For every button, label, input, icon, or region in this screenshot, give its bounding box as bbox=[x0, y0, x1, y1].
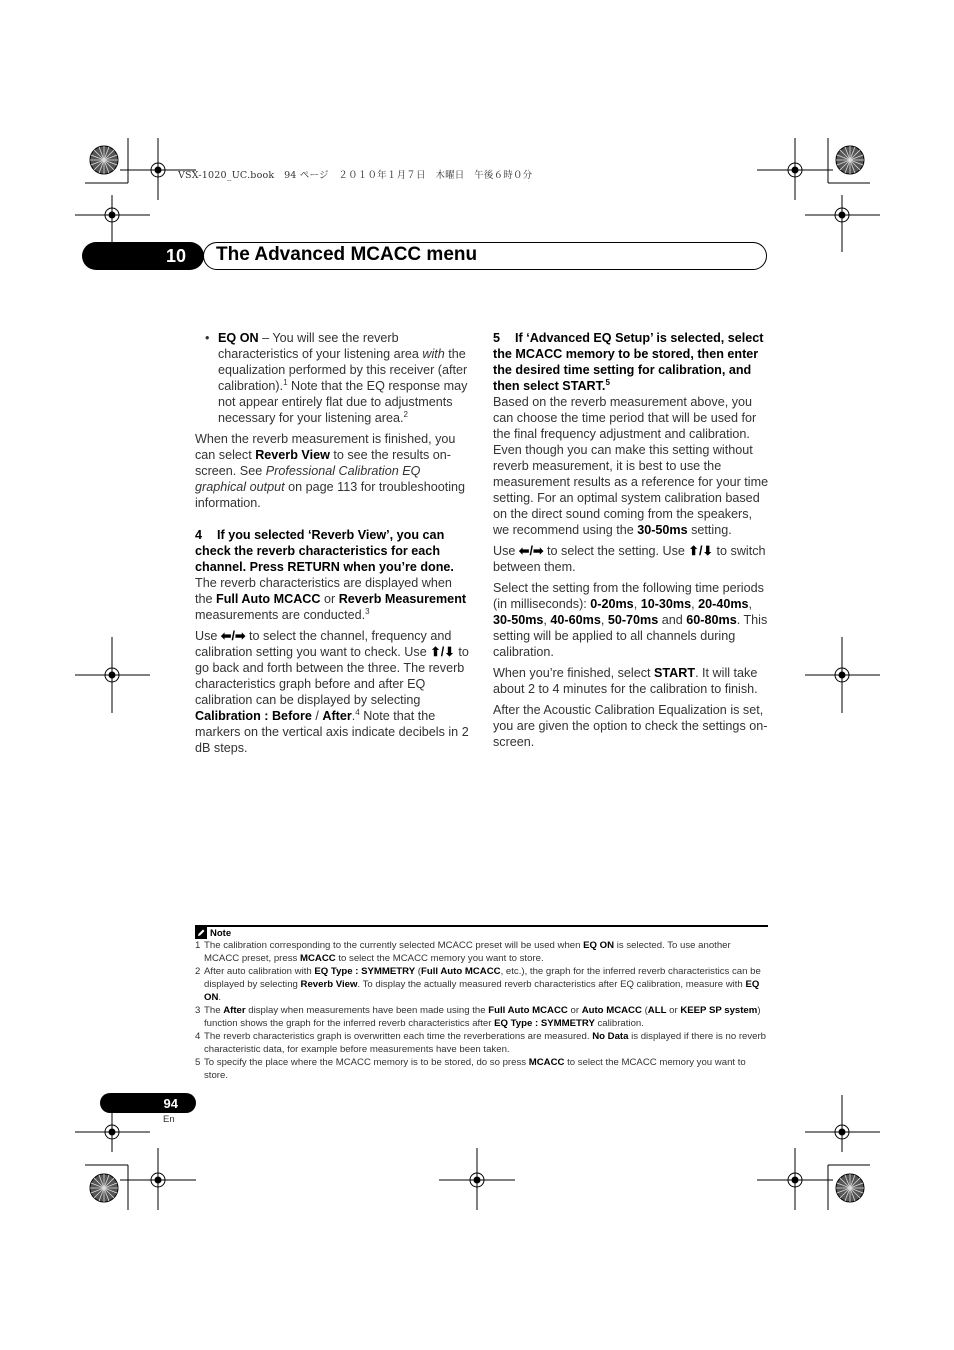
arrow-up-down-icon: ⬆/⬇ bbox=[430, 645, 455, 659]
footnote-5: 5 To specify the place where the MCACC memory is to be stored, do so press MCACC to select the MCACC memory you want to store. bbox=[195, 1057, 746, 1081]
paragraph-start: When you’re finished, select START. It will take about 2 to 4 minutes for the calibration to finish. bbox=[493, 666, 758, 696]
page-number: 94 bbox=[100, 1093, 196, 1113]
right-column bbox=[493, 330, 769, 755]
chapter-number: 10 bbox=[82, 242, 204, 270]
footnotes bbox=[195, 939, 768, 1082]
notes-divider bbox=[195, 925, 768, 927]
arrow-left-right-icon: ⬅/➡ bbox=[518, 544, 544, 558]
cross-reference-link: Professional Calibration EQ graphical output bbox=[195, 464, 421, 494]
footnote-2: 2 After auto calibration with EQ Type : SYMMETRY (Full Auto MCACC, etc.), the graph for the inferred reverb characteristics can be displayed by selecting Reverb View. To display the actually measured reverb characteristics after EQ calibration, measure with EQ ON. bbox=[195, 966, 761, 1003]
footnote-ref: 1 bbox=[283, 377, 288, 387]
footnote-ref: 5 bbox=[605, 377, 610, 387]
bullet-eq-on: • EQ ON – You will see the reverb characteristics of your listening area with the equalization performed by this receiver (after calibration).$^1$ Note that the EQ response may not appear entirely flat due to adjustments necessary for your listening area.$^2$ bbox=[205, 331, 468, 425]
paragraph-time-period: Based on the reverb measurement above, you can choose the time period that will be used for the final frequency adjustment and calibration. Even though you can make this setting without reverb measurement, it is best to use the measurement results as a reference for your time setting. For an optimal system calibration based on the direct sound coming from the speakers, we recommend using the 30-50ms setting. bbox=[493, 395, 769, 537]
arrow-left-right-icon: ⬅/➡ bbox=[220, 629, 246, 643]
footnote-ref: 4 bbox=[355, 707, 360, 717]
paragraph-reverb-view: When the reverb measurement is finished, you can select Reverb View to see the results on-screen. See Professional Calibration EQ graphical output on page 113 for troubleshooting information. bbox=[195, 432, 466, 510]
step-5-heading: 5 If ‘Advanced EQ Setup’ is selected, select the MCACC memory to be stored, then enter the desired time setting for calibration, and then select START.$^5$ bbox=[493, 331, 764, 393]
print-header: VSX-1020_UC.book 94 ページ ２０１０年１月７日 木曜日 午後６時０分 bbox=[178, 170, 533, 181]
note-pencil-icon bbox=[195, 927, 207, 939]
chapter-title: The Advanced MCACC menu bbox=[216, 244, 478, 265]
arrow-up-down-icon: ⬆/⬇ bbox=[688, 544, 714, 558]
paragraph-navigation: Use ⬅/➡ to select the channel, frequency and calibration setting you want to check. Use ⬆/⬇ to go back and forth between the three. The reverb characteristics graph before and after EQ calibration can be displayed by selecting Calibration : Before / After.$^4$ Note that the markers on the vertical axis indicate decibels in 2 dB steps. bbox=[195, 629, 469, 755]
footnote-4: 4 The reverb characteristics graph is overwritten each time the reverberations are measured. No Data is displayed if there is no reverb characteristic data, for example before measurements have been taken. bbox=[195, 1031, 767, 1055]
paragraph-time-options: Select the setting from the following time periods (in milliseconds): 0-20ms, 10-30ms, 20-40ms, 30-50ms, 40-60ms, 50-70ms and 60-80ms. This setting will be applied to all channels during calibration. bbox=[493, 581, 768, 659]
page-language: En bbox=[163, 1114, 175, 1125]
footnote-ref: 2 bbox=[403, 409, 408, 419]
footnote-3: 3 The After display when measurements have been made using the Full Auto MCACC or Auto MCACC (ALL or KEEP SP system) function shows the graph for the inferred reverb characteristics after EQ Type : SYMMETRY calibration. bbox=[195, 1005, 761, 1029]
notes-heading: Note bbox=[195, 927, 231, 939]
paragraph-after-calibration: After the Acoustic Calibration Equalization is set, you are given the option to check the settings on-screen. bbox=[493, 703, 768, 749]
eq-on-label: EQ ON bbox=[218, 331, 259, 345]
left-column bbox=[195, 330, 470, 761]
paragraph-reverb-characteristics: The reverb characteristics are displayed when the Full Auto MCACC or Reverb Measurement measurements are conducted.$^3$ bbox=[195, 576, 467, 622]
footnote-ref: 3 bbox=[365, 606, 370, 616]
step-4-heading: 4 If you selected ‘Reverb View’, you can check the reverb characteristics for each channel. Press RETURN when you’re done. bbox=[195, 528, 454, 574]
footnote-1: 1 The calibration corresponding to the currently selected MCACC preset will be used when EQ ON is selected. To use another MCACC preset, press MCACC to select the MCACC memory you want to store. bbox=[195, 940, 731, 964]
paragraph-select-setting: Use ⬅/➡ to select the setting. Use ⬆/⬇ to switch between them. bbox=[493, 544, 766, 574]
